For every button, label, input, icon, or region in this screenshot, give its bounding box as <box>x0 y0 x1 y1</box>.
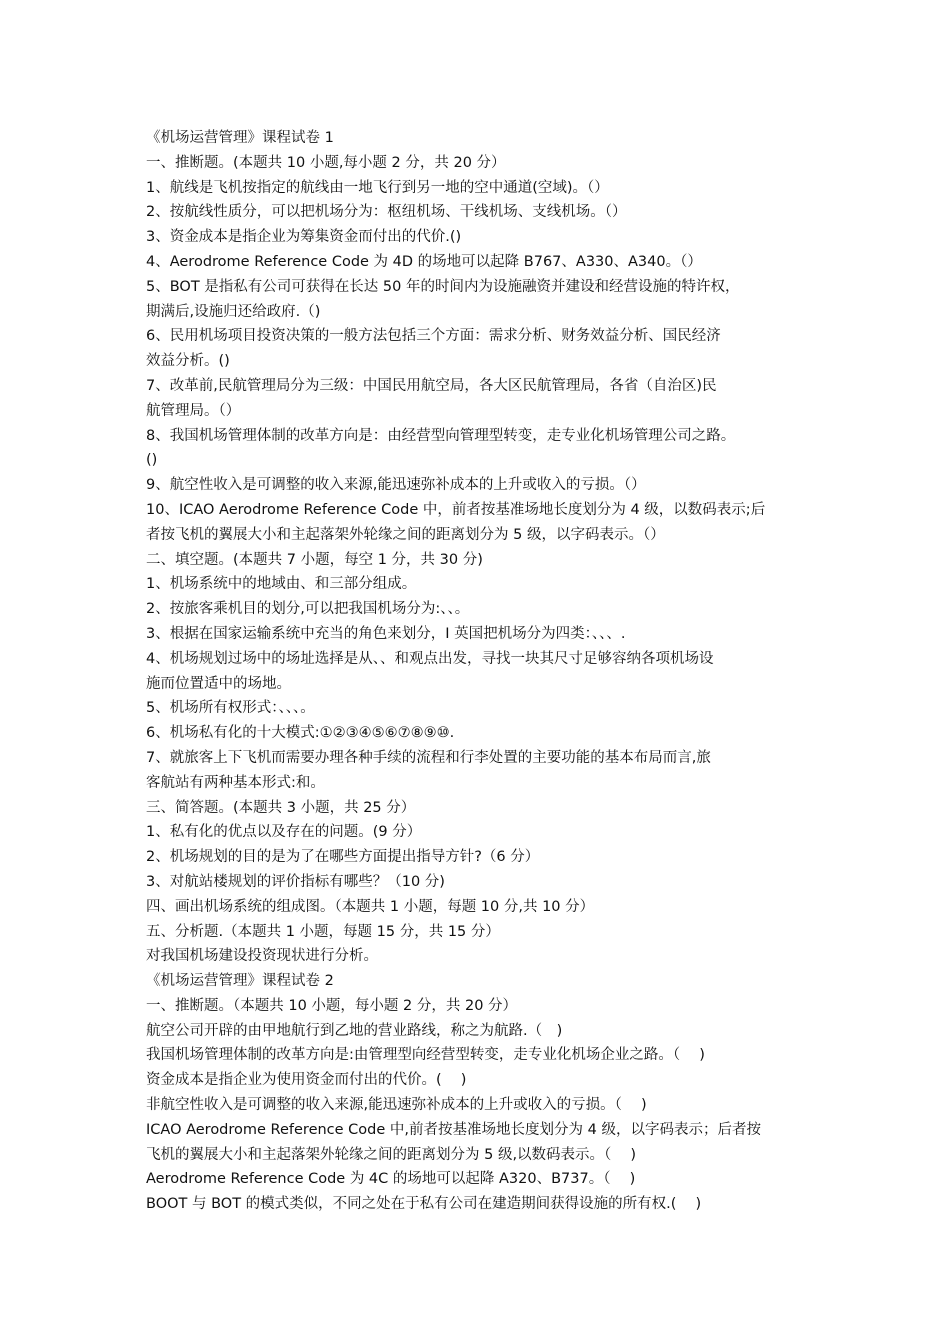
exam1-s1-line: 1、航线是飞机按指定的航线由一地飞行到另一地的空中通道(空域)。（） <box>146 179 609 196</box>
exam1-s1-line: 效益分析。() <box>146 353 230 370</box>
exam1-s1-line: () <box>146 452 158 469</box>
exam1-section1-header: 一、推断题。(本题共 10 小题,每小题 2 分，共 20 分） <box>146 154 506 171</box>
exam2-s1-line: 我国机场管理体制的改革方向是:由管理型向经营型转变，走专业化机场企业之路。（ ) <box>146 1047 705 1064</box>
document-page <box>146 126 818 1217</box>
exam1-s2-line: 1、机场系统中的地域由、和三部分组成。 <box>146 576 417 593</box>
exam1-s2-line: 3、根据在国家运输系统中充当的角色来划分，I 英国把机场分为四类：、、、. <box>146 625 626 642</box>
exam1-s1-line: 期满后,设施归还给政府.（) <box>146 303 321 320</box>
exam1-s1-line: 10、ICAO Aerodrome Reference Code 中，前者按基准场地长度划分为 4 级，以数码表示;后 <box>146 501 766 518</box>
exam1-s1-line: 5、BOT 是指私有公司可获得在长达 50 年的时间内为设施融资并建设和经营设施的特许权， <box>146 278 740 295</box>
exam1-s1-line: 8、我国机场管理体制的改革方向是：由经营型向管理型转变，走专业化机场管理公司之路。 <box>146 427 736 444</box>
exam2-s1-line: 飞机的翼展大小和主起落架外轮缘之间的距离划分为 5 级,以数码表示。（ ) <box>146 1146 637 1163</box>
exam1-s2-line: 2、按旅客乘机目的划分,可以把我国机场分为:、、。 <box>146 601 470 618</box>
exam1-section2-header: 二、填空题。(本题共 7 小题，每空 1 分，共 30 分) <box>146 551 483 568</box>
exam1-section5-header: 五、分析题.（本题共 1 小题，每题 15 分，共 15 分） <box>146 923 500 940</box>
exam1-s1-line: 2、按航线性质分，可以把机场分为：枢纽机场、干线机场、支线机场。（） <box>146 204 627 221</box>
exam1-s1-line: 3、资金成本是指企业为筹集资金而付出的代价.() <box>146 229 462 246</box>
exam1-title: 《机场运营管理》课程试卷 1 <box>146 130 334 146</box>
exam2-s1-line: 非航空性收入是可调整的收入来源,能迅速弥补成本的上升或收入的亏损。（ ) <box>146 1097 647 1114</box>
exam1-s2-line: 4、机场规划过场中的场址选择是从、、和观点出发，寻找一块其尺寸足够容纳各项机场设 <box>146 650 714 667</box>
exam2-s1-line: ICAO Aerodrome Reference Code 中,前者按基准场地长度划分为 4 级，以字码表示；后者按 <box>146 1121 761 1138</box>
exam1-s1-line: 4、Aerodrome Reference Code 为 4D 的场地可以起降 B767、A330、A340。（） <box>146 253 702 270</box>
exam1-s5-line: 对我国机场建设投资现状进行分析。 <box>146 948 378 965</box>
exam1-s2-line: 施而位置适中的场地。 <box>146 675 291 692</box>
exam2-s1-line: 航空公司开辟的由甲地航行到乙地的营业路线，称之为航路.（ ) <box>146 1022 563 1039</box>
exam2-section1-header: 一、推断题。（本题共 10 小题，每小题 2 分，共 20 分） <box>146 997 518 1014</box>
exam1-s3-line: 3、对航站楼规划的评价指标有哪些？（10 分) <box>146 873 445 890</box>
exam2-s1-line: Aerodrome Reference Code 为 4C 的场地可以起降 A320、B737。（ ) <box>146 1171 636 1188</box>
exam1-s2-line: 5、机场所有权形式：、、、。 <box>146 700 315 717</box>
exam1-s1-line: 7、改革前,民航管理局分为三级：中国民用航空局，各大区民航管理局，各省（自治区)民 <box>146 377 717 394</box>
exam1-s1-line: 者按飞机的翼展大小和主起落架外轮缘之间的距离划分为 5 级，以字码表示。（） <box>146 526 665 543</box>
exam2-s1-line: 资金成本是指企业为使用资金而付出的代价。( ) <box>146 1072 467 1089</box>
exam1-block <box>146 126 818 969</box>
exam2-block <box>146 969 818 1217</box>
exam1-s1-line: 9、航空性收入是可调整的收入来源,能迅速弥补成本的上升或收入的亏损。（） <box>146 477 646 494</box>
exam1-s2-line: 7、就旅客上下飞机而需要办理各种手续的流程和行李处置的主要功能的基本布局而言,旅 <box>146 749 711 766</box>
exam1-section3-header: 三、简答题。(本题共 3 小题，共 25 分） <box>146 799 416 816</box>
exam1-s1-line: 6、民用机场项目投资决策的一般方法包括三个方面：需求分析、财务效益分析、国民经济 <box>146 328 721 345</box>
exam2-title: 《机场运营管理》课程试卷 2 <box>146 973 334 990</box>
exam1-s3-line: 2、机场规划的目的是为了在哪些方面提出指导方针?（6 分） <box>146 849 540 866</box>
exam1-s1-line: 航管理局。（） <box>146 402 241 419</box>
exam1-s2-line: 6、机场私有化的十大模式:①②③④⑤⑥⑦⑧⑨⑩. <box>146 725 455 742</box>
exam1-section4-header: 四、画出机场系统的组成图。（本题共 1 小题，每题 10 分,共 10 分） <box>146 898 595 915</box>
exam1-s2-line: 客航站有两种基本形式:和。 <box>146 774 325 791</box>
exam2-s1-line: BOOT 与 BOT 的模式类似，不同之处在于私有公司在建造期间获得设施的所有权.( ) <box>146 1196 702 1213</box>
exam1-s3-line: 1、私有化的优点以及存在的问题。(9 分） <box>146 824 422 841</box>
